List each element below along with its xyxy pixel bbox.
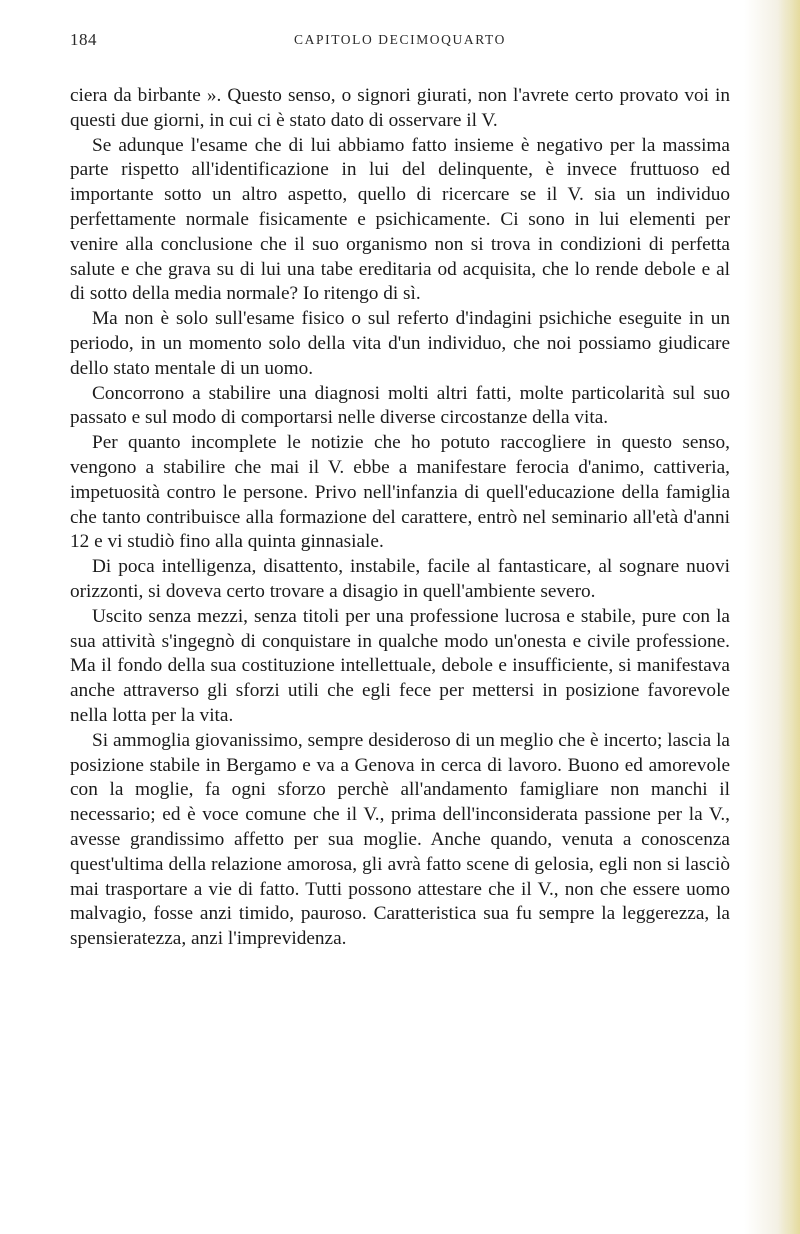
paragraph-3: Ma non è solo sull'esame fisico o sul referto d'indagini psichiche eseguite in un periodo, in un momento solo della vita d'un individuo, che noi possiamo giudicare dello stato mentale di un uomo. [70,308,730,379]
paragraph-2: Se adunque l'esame che di lui abbiamo fatto insieme è negativo per la massima parte rispetto all'identificazione in lui del delinquente, è invece fruttuoso ed importante sotto un altro aspetto, quello di ricercare se il V. sia un individuo perfettamente normale fisicamente e psichicamente. Ci sono in lui elementi per venire alla conclusione che il suo organismo non si trova in condizioni di perfetta salute e che grava su di lui una tabe ereditaria od acquisita, che lo rende debole e al di sotto della media normale? Io ritengo di sì. [70,134,730,305]
page-edge-shadow [778,0,800,1234]
paragraph-5: Per quanto incomplete le notizie che ho potuto raccogliere in questo senso, vengono a stabilire che mai il V. ebbe a manifestare ferocia d'animo, cattiveria, impetuosità contro le persone. Privo nell'infanzia di quell'educazione della famiglia che tanto contribuisce alla formazione del carattere, entrò nel seminario all'età d'anni 12 e vi studiò fino alla quinta ginnasiale. [70,432,730,553]
paragraph-1: ciera da birbante ». Questo senso, o signori giurati, non l'avrete certo provato voi in questi due giorni, in cui ci è stato dato di osservare il V. [70,85,730,131]
paragraph-6: Di poca intelligenza, disattento, instabile, facile al fantasticare, al sognare nuovi orizzonti, si doveva certo trovare a disagio in quell'ambiente severo. [70,556,730,602]
paragraph-7: Uscito senza mezzi, senza titoli per una professione lucrosa e stabile, pure con la sua attività s'ingegnò di conquistare in qualche modo un'onesta e civile professione. Ma il fondo della sua costituzione intellettuale, debole e insufficiente, si manifestava anche attraverso gli sforzi utili che egli fece per mettersi in posizione favorevole nella lotta per la vita. [70,605,730,726]
page-header [70,30,730,60]
page-number: 184 [70,30,97,49]
running-head: CAPITOLO DECIMOQUARTO [294,32,506,47]
paragraph-8: Si ammoglia giovanissimo, sempre desideroso di un meglio che è incerto; lascia la posizione stabile in Bergamo e va a Genova in cerca di lavoro. Buono ed amorevole con la moglie, fa ogni sforzo perchè all'andamento famigliare non manchi il necessario; ed è voce comune che il V., prima dell'inconsiderata passione per la V., avesse grandissimo affetto per sua moglie. Anche quando, venuta a conoscenza quest'ultima della relazione amorosa, gli avrà fatto scene di gelosia, egli non si lasciò mai trasportare a vie di fatto. Tutti possono attestare che il V., non che essere uomo malvagio, fosse anzi timido, pauroso. Caratteristica sua fu sempre la leggerezza, la spensieratezza, anzi l'imprevidenza. [70,729,730,950]
body-text [70,84,730,952]
paragraph-4: Concorrono a stabilire una diagnosi molti altri fatti, molte particolarità sul suo passato e sul modo di comportarsi nelle diverse circostanze della vita. [70,382,730,429]
